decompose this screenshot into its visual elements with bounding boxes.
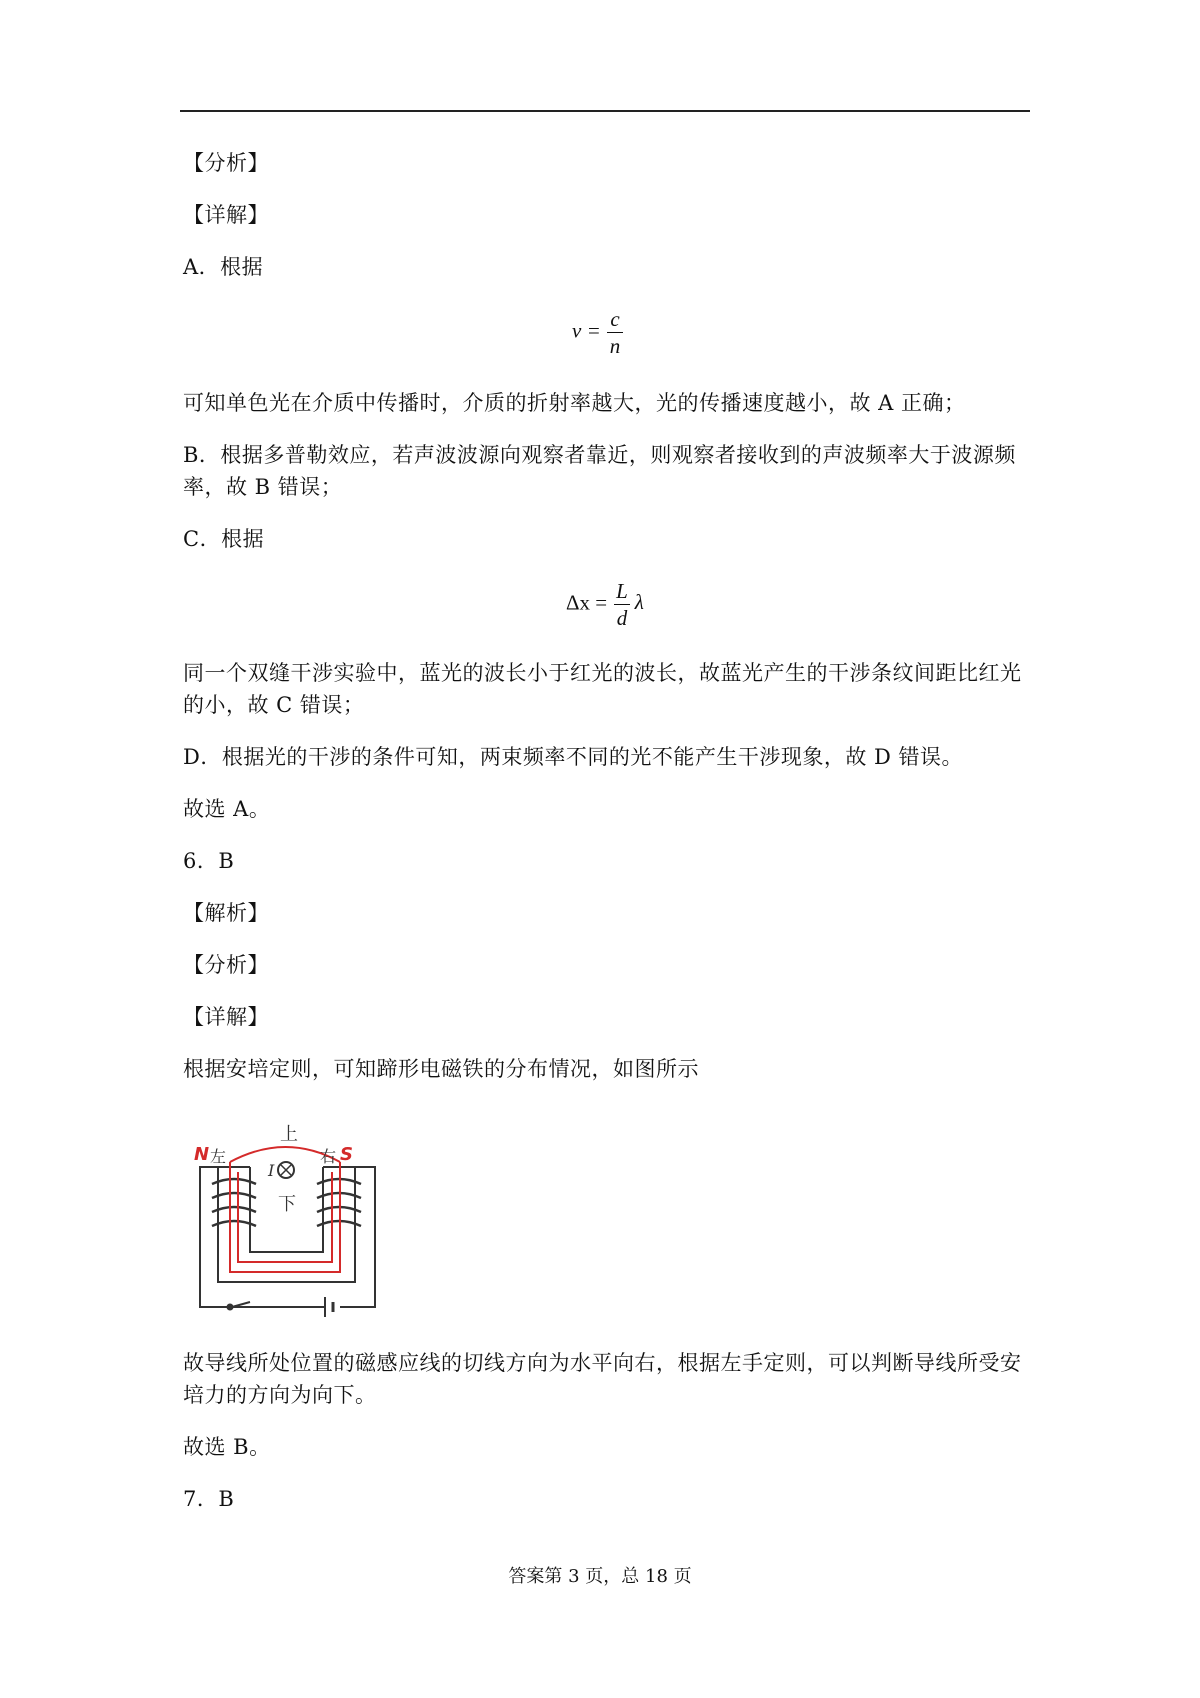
text-line: 【详解】 xyxy=(183,203,269,227)
formula-fringe-spacing xyxy=(566,578,644,631)
text-line: 故选 B。 xyxy=(183,1435,271,1459)
text-line: B．根据多普勒效应，若声波波源向观察者靠近，则观察者接收到的声波频率大于波源频 xyxy=(183,443,1016,467)
label-down: 下 xyxy=(278,1194,296,1215)
electromagnet-diagram xyxy=(190,1112,390,1322)
text-line: 根据安培定则，可知蹄形电磁铁的分布情况，如图所示 xyxy=(183,1057,699,1081)
text-line: 故选 A。 xyxy=(183,797,271,821)
text-line: C．根据 xyxy=(183,527,265,551)
text-line: 培力的方向为向下。 xyxy=(183,1383,377,1407)
label-current: I xyxy=(268,1161,275,1180)
text-line: 【详解】 xyxy=(183,1005,269,1029)
label-left: 左 xyxy=(210,1147,227,1166)
text-line: 【分析】 xyxy=(183,953,269,977)
label-north: N xyxy=(194,1144,210,1165)
formula-velocity xyxy=(572,306,623,359)
formula-lhs: Δx = xyxy=(566,590,608,615)
formula-denominator: d xyxy=(614,604,631,631)
text-line: D．根据光的干涉的条件可知，两束频率不同的光不能产生干涉现象，故 D 错误。 xyxy=(183,745,964,769)
text-line: 【解析】 xyxy=(183,901,269,925)
text-line: 6．B xyxy=(183,849,235,873)
text-line: 故导线所处位置的磁感应线的切线方向为水平向右，根据左手定则，可以判断导线所受安 xyxy=(183,1351,1022,1375)
formula-denominator: n xyxy=(607,332,624,359)
formula-lhs: v = xyxy=(572,318,601,343)
text-line: 率，故 B 错误； xyxy=(183,475,343,499)
wire-right xyxy=(340,1167,375,1307)
formula-numerator: L xyxy=(616,579,628,603)
text-line: 的小，故 C 错误； xyxy=(183,693,365,717)
label-right: 右 xyxy=(320,1147,337,1166)
label-south: S xyxy=(340,1144,353,1165)
text-line: A．根据 xyxy=(183,255,264,279)
header-rule xyxy=(180,110,1030,112)
page-footer: 答案第 3 页，总 18 页 xyxy=(508,1566,692,1587)
text-line: 可知单色光在介质中传播时，介质的折射率越大，光的传播速度越小，故 A 正确； xyxy=(183,391,966,415)
formula-fraction xyxy=(607,306,624,359)
formula-tail: λ xyxy=(634,590,644,615)
text-line: 【分析】 xyxy=(183,151,269,175)
formula-fraction xyxy=(613,578,631,631)
label-up: 上 xyxy=(280,1124,298,1145)
text-line: 7．B xyxy=(183,1487,235,1511)
electromagnet-figure xyxy=(190,1112,390,1322)
text-line: 同一个双缝干涉实验中，蓝光的波长小于红光的波长，故蓝光产生的干涉条纹间距比红光 xyxy=(183,661,1022,685)
formula-numerator: c xyxy=(610,307,620,331)
